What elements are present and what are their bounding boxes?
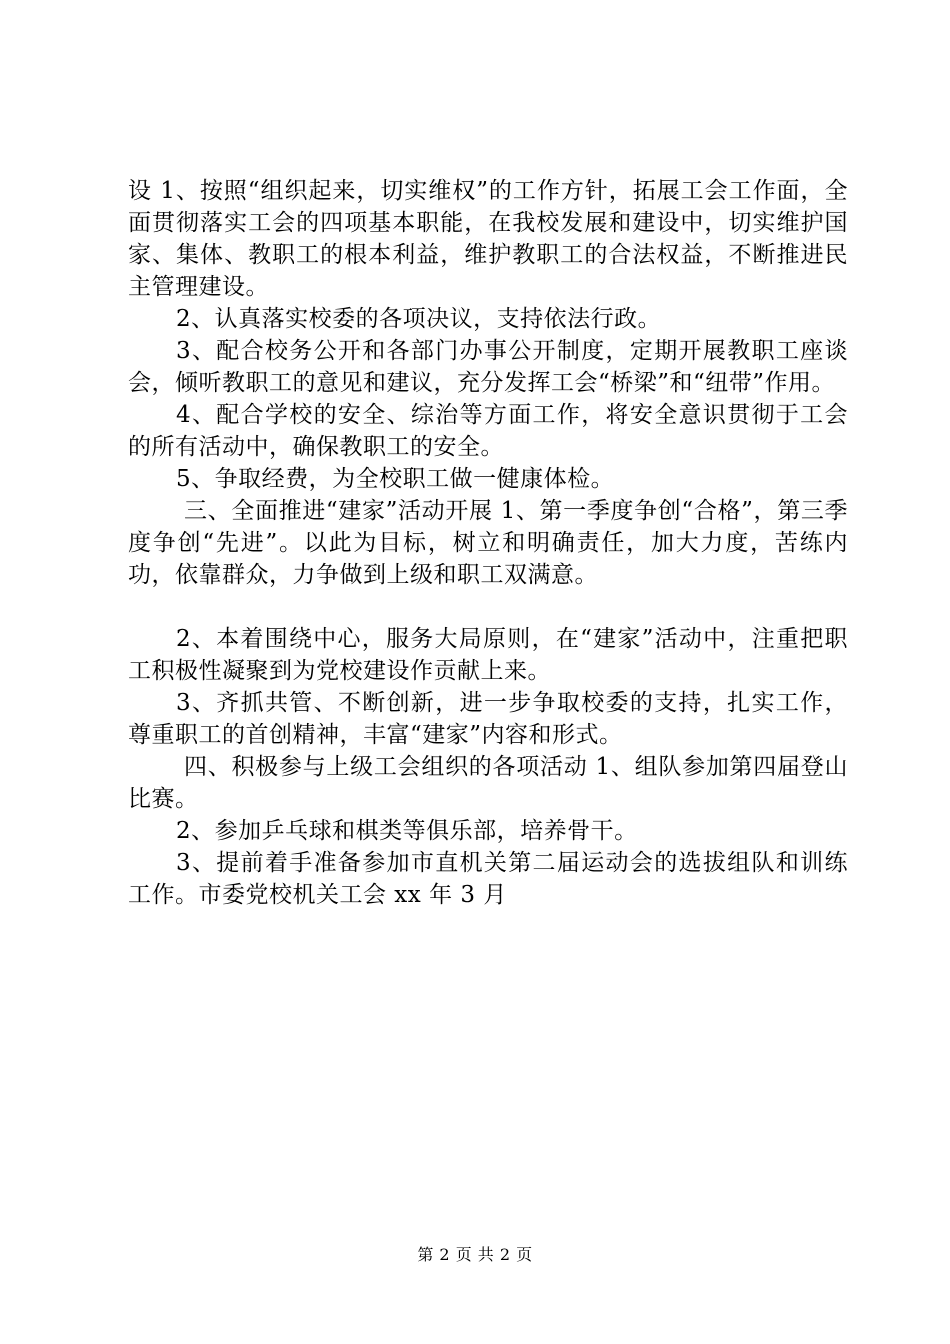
paragraph-7: 2、本着围绕中心，服务大局原则，在“建家”活动中，注重把职工积极性凝聚到为党校建设作贡献上来。: [128, 626, 848, 684]
document-body: [128, 175, 848, 911]
paragraph-1: 设 1、按照“组织起来，切实维权”的工作方针，拓展工会工作面，全面贯彻落实工会的四项基本职能，在我校发展和建设中，切实维护国家、集体、教职工的根本利益，维护教职工的合法权益，不断推进民主管理建设。: [128, 178, 848, 300]
section-heading-4: 四、积极参与上级工会组织的各项活动 1、组队参加第四届登山比赛。: [128, 754, 848, 812]
paragraph-5: 5、争取经费，为全校职工做一健康体检。: [176, 466, 615, 492]
paragraph-10: 2、参加乒乓球和棋类等俱乐部，培养骨干。: [176, 818, 638, 844]
paragraph-4: 4、配合学校的安全、综治等方面工作，将安全意识贯彻于工会的所有活动中，确保教职工的安全。: [128, 402, 848, 460]
paragraph-3: 3、配合校务公开和各部门办事公开制度，定期开展教职工座谈会，倾听教职工的意见和建议，充分发挥工会“桥梁”和“纽带”作用。: [128, 338, 848, 396]
paragraph-11: 3、提前着手准备参加市直机关第二届运动会的选拔组队和训练工作。市委党校机关工会 xx 年 3 月: [128, 850, 848, 908]
paragraph-2: 2、认真落实校委的各项决议，支持依法行政。: [176, 306, 662, 332]
page-footer: 第 2 页 共 2 页: [417, 1245, 533, 1264]
paragraph-8: 3、齐抓共管、不断创新，进一步争取校委的支持，扎实工作，尊重职工的首创精神，丰富“建家”内容和形式。: [128, 690, 848, 748]
section-heading-3: 三、全面推进“建家”活动开展 1、第一季度争创“合格”，第三季度争创“先进”。以此为目标，树立和明确责任，加大力度，苦练内功，依靠群众，力争做到上级和职工双满意。: [128, 498, 848, 588]
